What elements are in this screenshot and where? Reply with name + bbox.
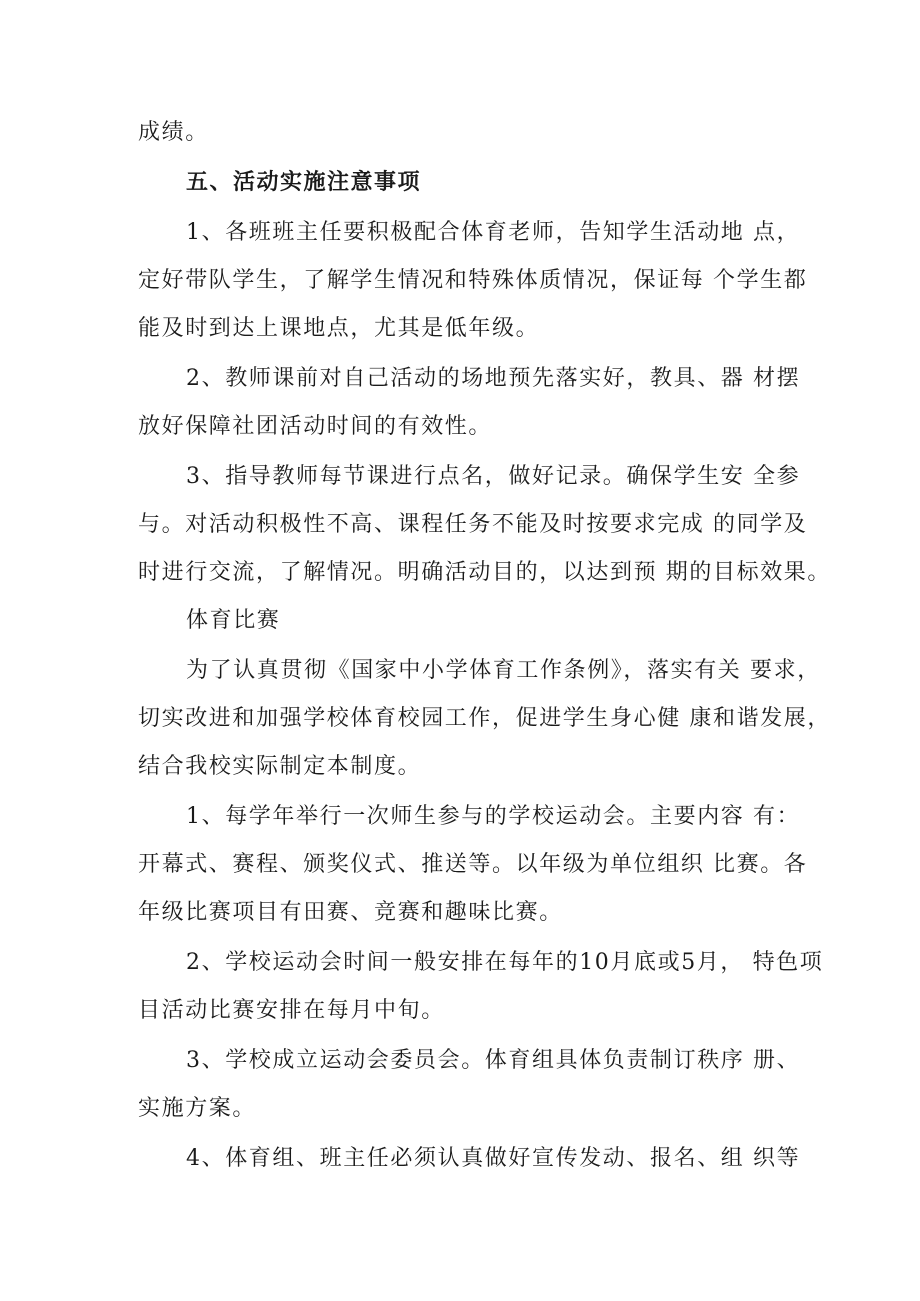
paragraph-line: 3、指导教师每节课进行点名，做好记录。确保学生安 全参 <box>186 464 801 489</box>
paragraph-line: 目活动比赛安排在每月中旬。 <box>138 998 445 1023</box>
paragraph-line: 放好保障社团活动时间的有效性。 <box>138 414 493 439</box>
paragraph-line: 结合我校实际制定本制度。 <box>138 754 422 779</box>
paragraph-line: 能及时到达上课地点，尤其是低年级。 <box>138 316 540 341</box>
paragraph-line: 开幕式、赛程、颁奖仪式、推送等。以年级为单位组织 比赛。各 <box>138 852 808 877</box>
paragraph-line: 切实改进和加强学校体育校园工作，促进学生身心健 康和谐发展， <box>138 706 831 731</box>
paragraph-line: 2、学校运动会时间一般安排在每年的10月底或5月， 特色项 <box>186 950 824 975</box>
paragraph-line: 成绩。 <box>138 120 209 145</box>
paragraph-line: 2、教师课前对自己活动的场地预先落实好，教具、器 材摆 <box>186 366 801 391</box>
paragraph-line: 4、体育组、班主任必须认真做好宣传发动、报名、组 织等 <box>186 1146 801 1171</box>
section-heading: 五、活动实施注意事项 <box>186 170 422 195</box>
paragraph-line: 实施方案。 <box>138 1096 257 1121</box>
paragraph-line: 为了认真贯彻《国家中小学体育工作条例》，落实有关 要求， <box>186 658 821 683</box>
paragraph-line: 1、各班班主任要积极配合体育老师，告知学生活动地 点， <box>186 220 801 245</box>
paragraph-line: 3、学校成立运动会委员会。体育组具体负责制订秩序 册、 <box>186 1048 801 1073</box>
paragraph-line: 时进行交流，了解情况。明确活动目的，以达到预 期的目标效果。 <box>138 560 831 585</box>
subsection-title: 体育比赛 <box>186 608 281 633</box>
paragraph-line: 定好带队学生，了解学生情况和特殊体质情况，保证每 个学生都 <box>138 268 808 293</box>
paragraph-line: 年级比赛项目有田赛、竞赛和趣味比赛。 <box>138 900 563 925</box>
paragraph-line: 与。对活动积极性不高、课程任务不能及时按要求完成 的同学及 <box>138 512 808 537</box>
paragraph-line: 1、每学年举行一次师生参与的学校运动会。主要内容 有： <box>186 804 801 829</box>
